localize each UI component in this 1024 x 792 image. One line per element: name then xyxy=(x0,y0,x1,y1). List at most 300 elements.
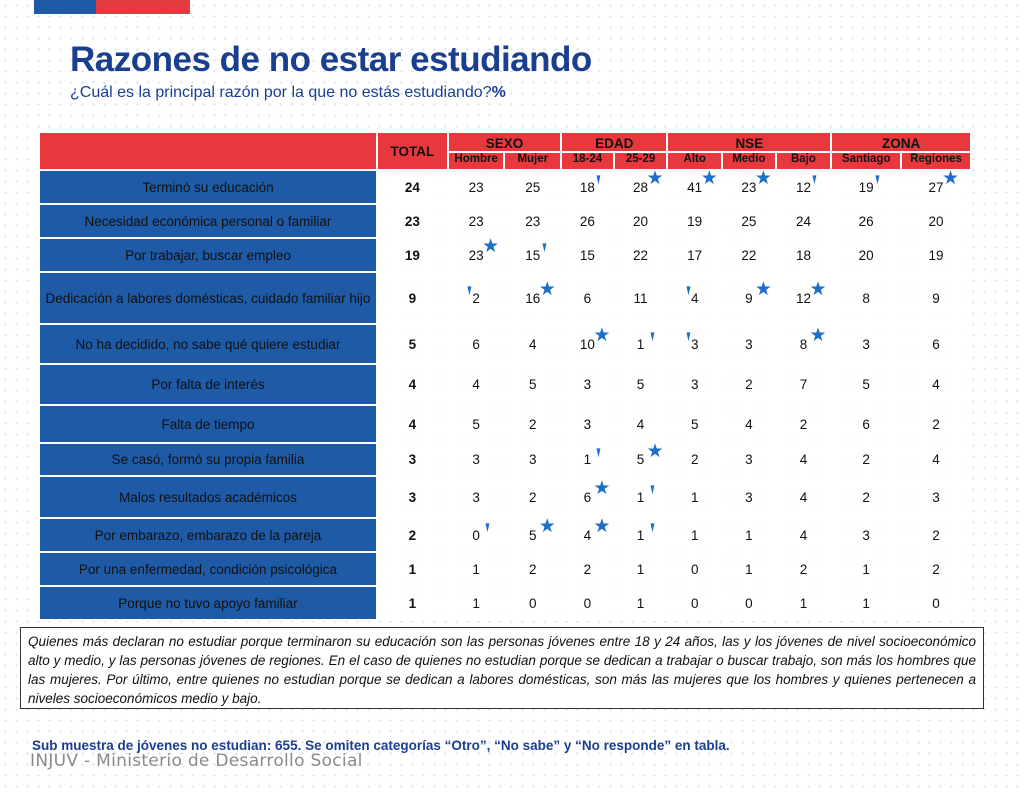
value-text: 0 xyxy=(932,595,940,611)
value-cell xyxy=(831,204,901,238)
total-cell: 1 xyxy=(377,586,448,620)
value-text: 5 xyxy=(529,377,537,392)
value-cell xyxy=(561,170,614,204)
value-cell xyxy=(831,518,901,552)
table-row xyxy=(39,443,971,476)
page-subtitle xyxy=(70,84,506,102)
value-cell xyxy=(504,170,561,204)
drop-icon: ▼ xyxy=(484,519,491,536)
value-text: 3 xyxy=(472,489,480,505)
value-text: 5 xyxy=(529,527,537,543)
value-text: 16 xyxy=(525,290,541,306)
value-text: 2 xyxy=(529,416,537,432)
value-cell xyxy=(722,405,776,443)
value-text: 19 xyxy=(858,179,874,195)
value-text: 18 xyxy=(579,179,595,195)
value-text: 20 xyxy=(928,213,944,229)
row-label: Porque no tuvo apoyo familiar xyxy=(39,586,377,620)
value-cell xyxy=(667,443,722,476)
value-text: 8 xyxy=(862,290,870,306)
value-text: 3 xyxy=(690,336,699,352)
value-text: 2 xyxy=(932,416,940,432)
value-cell xyxy=(776,324,832,364)
value-text: 0 xyxy=(745,595,753,611)
value-cell xyxy=(561,552,614,586)
value-cell xyxy=(667,324,722,364)
header-group-zona: ZONA xyxy=(831,132,971,152)
value-text: 17 xyxy=(687,247,703,263)
total-cell: 9 xyxy=(377,272,448,324)
value-cell xyxy=(561,476,614,518)
drop-icon: ▼ xyxy=(648,481,656,498)
value-cell xyxy=(448,170,505,204)
value-text: 4 xyxy=(583,527,592,543)
value-cell xyxy=(831,238,901,272)
table-row xyxy=(39,170,971,204)
value-cell xyxy=(448,518,505,552)
value-cell xyxy=(776,586,832,620)
value-text: 3 xyxy=(862,527,870,543)
value-cell xyxy=(901,204,971,238)
row-label: Por falta de interés xyxy=(39,364,377,405)
value-cell xyxy=(504,552,561,586)
value-cell xyxy=(561,204,614,238)
value-cell xyxy=(831,170,901,204)
value-text: 3 xyxy=(932,489,940,505)
value-cell xyxy=(722,324,776,364)
page-title: Razones de no estar estudiando xyxy=(70,40,592,79)
header-25-29: 25-29 xyxy=(614,152,668,170)
value-text: 2 xyxy=(862,452,870,467)
value-text: 1 xyxy=(472,595,480,611)
value-text: 1 xyxy=(472,561,480,577)
value-cell xyxy=(504,238,561,272)
value-text: 3 xyxy=(745,452,753,467)
value-cell xyxy=(901,405,971,443)
value-cell xyxy=(831,324,901,364)
value-cell xyxy=(901,170,971,204)
table-row xyxy=(39,476,971,518)
value-cell xyxy=(614,518,668,552)
star-icon: ★ xyxy=(593,325,611,346)
value-cell xyxy=(776,272,832,324)
table-row xyxy=(39,405,971,443)
value-text: 3 xyxy=(583,416,592,432)
value-text: 2 xyxy=(932,527,940,543)
table-row xyxy=(39,238,971,272)
value-cell xyxy=(448,476,505,518)
value-cell xyxy=(561,405,614,443)
table-row xyxy=(39,586,971,620)
header-medio: Medio xyxy=(722,152,776,170)
value-text: 0 xyxy=(583,595,592,611)
value-text: 26 xyxy=(858,213,874,229)
value-cell xyxy=(448,238,505,272)
row-label: Necesidad económica personal o familiar xyxy=(39,204,377,238)
value-text: 2 xyxy=(799,416,808,432)
value-text: 2 xyxy=(472,290,480,306)
drop-icon: ▼ xyxy=(874,171,881,188)
row-label: Por trabajar, buscar empleo xyxy=(39,238,377,272)
value-cell xyxy=(831,443,901,476)
drop-icon: ▼ xyxy=(648,519,656,536)
top-accent-bar xyxy=(34,0,190,14)
value-cell xyxy=(448,324,505,364)
value-text: 10 xyxy=(579,336,595,352)
value-text: 3 xyxy=(745,336,753,352)
total-cell: 3 xyxy=(377,443,448,476)
value-cell xyxy=(448,204,505,238)
value-text: 15 xyxy=(525,247,541,263)
value-cell xyxy=(722,272,776,324)
row-label: Por embarazo, embarazo de la pareja xyxy=(39,518,377,552)
value-text: 1 xyxy=(690,489,699,505)
value-cell xyxy=(614,364,668,405)
value-text: 22 xyxy=(633,247,649,263)
value-text: 2 xyxy=(799,561,808,577)
value-cell xyxy=(614,476,668,518)
value-cell xyxy=(831,272,901,324)
value-text: 19 xyxy=(687,213,703,229)
drop-icon: ▼ xyxy=(648,328,656,345)
value-cell xyxy=(561,518,614,552)
subtitle-percent: % xyxy=(491,84,506,101)
value-cell xyxy=(614,170,668,204)
total-cell: 23 xyxy=(377,204,448,238)
value-cell xyxy=(504,405,561,443)
value-cell xyxy=(448,443,505,476)
total-cell: 1 xyxy=(377,552,448,586)
star-icon: ★ xyxy=(754,168,772,189)
value-cell xyxy=(901,552,971,586)
value-text: 5 xyxy=(862,377,870,392)
total-cell: 2 xyxy=(377,518,448,552)
value-cell xyxy=(667,364,722,405)
value-cell xyxy=(831,476,901,518)
value-text: 4 xyxy=(932,452,940,467)
value-text: 26 xyxy=(579,213,595,229)
value-text: 0 xyxy=(690,595,699,611)
drop-icon: ▼ xyxy=(684,328,692,345)
value-cell xyxy=(722,204,776,238)
table-row xyxy=(39,204,971,238)
value-text: 11 xyxy=(633,290,648,306)
results-table xyxy=(38,131,972,621)
value-cell xyxy=(448,364,505,405)
value-text: 1 xyxy=(799,595,808,611)
value-text: 1 xyxy=(745,527,753,543)
value-cell xyxy=(667,518,722,552)
value-cell xyxy=(776,552,832,586)
value-cell xyxy=(614,238,668,272)
value-text: 2 xyxy=(529,489,537,505)
value-cell xyxy=(901,586,971,620)
value-cell xyxy=(667,476,722,518)
header-regiones: Regiones xyxy=(901,152,971,170)
total-cell: 4 xyxy=(377,405,448,443)
value-text: 1 xyxy=(636,527,645,543)
summary-note: Quienes más declaran no estudiar porque terminaron su educación son las personas jóvenes entre 18 y 24 años, las y los jóvenes de nivel socioeconómico alto y medio, y las personas jóvenes de regiones. En el caso de quienes no estudian porque se dedican a trabajar o buscar trabajo, son más los hombres que las mujeres. Por último, entre quienes no estudian porque se dedican a labores domésticas, son más las mujeres que los hombres y quienes pertenecen a niveles socioeconómicos medio y bajo. xyxy=(20,627,984,709)
header-bajo: Bajo xyxy=(776,152,832,170)
value-text: 1 xyxy=(862,561,870,577)
header-total: TOTAL xyxy=(377,132,448,170)
star-icon: ★ xyxy=(538,516,556,537)
value-cell xyxy=(831,552,901,586)
header-18-24: 18-24 xyxy=(561,152,614,170)
value-text: 25 xyxy=(741,213,757,229)
value-text: 1 xyxy=(636,336,645,352)
value-text: 4 xyxy=(799,489,808,505)
value-text: 4 xyxy=(745,416,753,432)
value-cell xyxy=(614,405,668,443)
value-cell xyxy=(776,238,832,272)
value-text: 22 xyxy=(741,247,757,263)
value-text: 20 xyxy=(633,213,649,229)
value-text: 2 xyxy=(932,561,940,577)
drop-icon: ▼ xyxy=(466,282,473,299)
value-cell xyxy=(667,405,722,443)
value-cell xyxy=(667,170,722,204)
value-text: 4 xyxy=(690,290,699,306)
header-group-edad: EDAD xyxy=(561,132,667,152)
value-text: 1 xyxy=(636,561,645,577)
value-text: 5 xyxy=(636,452,645,467)
value-text: 3 xyxy=(472,452,480,467)
value-cell xyxy=(614,204,668,238)
row-label: No ha decidido, no sabe qué quiere estudiar xyxy=(39,324,377,364)
value-text: 2 xyxy=(745,377,753,392)
row-label: Terminó su educación xyxy=(39,170,377,204)
value-text: 23 xyxy=(468,179,484,195)
value-text: 4 xyxy=(799,452,808,467)
table-row xyxy=(39,324,971,364)
value-text: 3 xyxy=(745,489,753,505)
star-icon: ★ xyxy=(754,279,772,300)
value-text: 15 xyxy=(579,247,595,263)
value-cell xyxy=(776,443,832,476)
value-cell xyxy=(561,324,614,364)
star-icon: ★ xyxy=(593,516,611,537)
value-cell xyxy=(667,552,722,586)
value-text: 3 xyxy=(529,452,537,467)
table-row xyxy=(39,552,971,586)
total-cell: 19 xyxy=(377,238,448,272)
value-cell xyxy=(561,272,614,324)
value-text: 4 xyxy=(799,527,808,543)
value-text: 1 xyxy=(745,561,753,577)
value-text: 8 xyxy=(799,336,808,352)
table-row xyxy=(39,518,971,552)
star-icon: ★ xyxy=(809,325,827,346)
row-label: Se casó, formó su propia familia xyxy=(39,443,377,476)
value-cell xyxy=(901,476,971,518)
value-text: 28 xyxy=(633,179,649,195)
drop-icon: ▼ xyxy=(595,443,603,461)
value-cell xyxy=(722,518,776,552)
value-cell xyxy=(667,272,722,324)
value-cell xyxy=(776,170,832,204)
value-cell xyxy=(831,364,901,405)
star-icon: ★ xyxy=(646,440,664,462)
value-cell xyxy=(448,272,505,324)
value-text: 3 xyxy=(862,336,870,352)
value-text: 4 xyxy=(636,416,645,432)
value-cell xyxy=(722,443,776,476)
value-text: 25 xyxy=(525,179,541,195)
header-mujer: Mujer xyxy=(504,152,561,170)
value-text: 41 xyxy=(687,179,703,195)
value-cell xyxy=(901,364,971,405)
value-cell xyxy=(901,324,971,364)
value-text: 1 xyxy=(690,527,699,543)
table-row xyxy=(39,272,971,324)
value-cell xyxy=(901,518,971,552)
value-text: 7 xyxy=(799,377,808,392)
value-cell xyxy=(667,238,722,272)
value-text: 23 xyxy=(468,247,484,263)
star-icon: ★ xyxy=(942,168,960,189)
drop-icon: ▼ xyxy=(540,239,548,256)
header-santiago: Santiago xyxy=(831,152,901,170)
value-text: 24 xyxy=(795,213,811,229)
value-text: 5 xyxy=(636,377,645,392)
value-cell xyxy=(614,272,668,324)
value-text: 23 xyxy=(525,213,541,229)
star-icon: ★ xyxy=(593,478,611,499)
total-cell: 3 xyxy=(377,476,448,518)
accent-red xyxy=(96,0,190,14)
star-icon: ★ xyxy=(482,236,500,257)
value-cell xyxy=(561,238,614,272)
value-cell xyxy=(776,405,832,443)
value-cell xyxy=(831,405,901,443)
value-text: 9 xyxy=(745,290,753,306)
header-group-nse: NSE xyxy=(667,132,831,152)
value-cell xyxy=(561,443,614,476)
header-hombre: Hombre xyxy=(448,152,505,170)
value-cell xyxy=(448,586,505,620)
value-text: 2 xyxy=(690,452,699,467)
drop-icon: ▼ xyxy=(595,171,603,188)
value-cell xyxy=(667,204,722,238)
value-text: 27 xyxy=(928,179,944,195)
star-icon: ★ xyxy=(538,279,556,300)
value-cell xyxy=(504,476,561,518)
value-text: 23 xyxy=(741,179,757,195)
value-text: 19 xyxy=(928,247,944,263)
subtitle-question: ¿Cuál es la principal razón por la que no estás estudiando? xyxy=(70,84,492,101)
value-cell xyxy=(448,405,505,443)
star-icon: ★ xyxy=(700,168,718,189)
value-text: 4 xyxy=(529,336,537,352)
header-group-sexo: SEXO xyxy=(448,132,561,152)
value-cell xyxy=(722,364,776,405)
row-label: Malos resultados académicos xyxy=(39,476,377,518)
value-text: 2 xyxy=(862,489,870,505)
value-cell xyxy=(614,586,668,620)
value-text: 4 xyxy=(932,377,940,392)
value-text: 6 xyxy=(583,489,592,505)
total-cell: 4 xyxy=(377,364,448,405)
header-alto: Alto xyxy=(667,152,722,170)
total-cell: 24 xyxy=(377,170,448,204)
value-cell xyxy=(504,443,561,476)
value-text: 0 xyxy=(529,595,537,611)
value-text: 1 xyxy=(636,595,645,611)
value-text: 6 xyxy=(583,290,592,306)
value-text: 2 xyxy=(583,561,592,577)
value-text: 2 xyxy=(529,561,537,577)
value-cell xyxy=(722,476,776,518)
accent-blue xyxy=(34,0,96,14)
value-cell xyxy=(901,443,971,476)
value-cell xyxy=(504,324,561,364)
value-text: 12 xyxy=(795,290,811,306)
value-cell xyxy=(504,586,561,620)
value-cell xyxy=(561,364,614,405)
value-text: 4 xyxy=(472,377,480,392)
value-cell xyxy=(504,204,561,238)
value-cell xyxy=(901,238,971,272)
value-cell xyxy=(776,204,832,238)
value-cell xyxy=(722,238,776,272)
value-text: 6 xyxy=(862,416,870,432)
value-text: 3 xyxy=(583,377,592,392)
table-row xyxy=(39,364,971,405)
value-text: 5 xyxy=(472,416,480,432)
value-cell xyxy=(504,272,561,324)
value-text: 18 xyxy=(795,247,811,263)
star-icon: ★ xyxy=(809,279,827,300)
value-text: 6 xyxy=(472,336,480,352)
value-cell xyxy=(722,586,776,620)
total-cell: 5 xyxy=(377,324,448,364)
value-cell xyxy=(831,586,901,620)
value-text: 23 xyxy=(468,213,484,229)
sample-footnote: Sub muestra de jóvenes no estudian: 655. Se omiten categorías “Otro”, “No sabe” y “No responde” en tabla. xyxy=(32,738,730,753)
value-cell xyxy=(448,552,505,586)
row-label: Por una enfermedad, condición psicológica xyxy=(39,552,377,586)
value-cell xyxy=(614,440,668,476)
value-cell xyxy=(667,586,722,620)
value-text: 12 xyxy=(795,179,811,195)
ministry-logo-text: INJUV - Ministerio de Desarrollo Social xyxy=(30,751,363,771)
drop-icon: ▼ xyxy=(684,282,692,299)
value-cell xyxy=(504,364,561,405)
value-cell xyxy=(776,518,832,552)
value-cell xyxy=(722,170,776,204)
star-icon: ★ xyxy=(646,168,664,189)
value-text: 20 xyxy=(858,247,874,263)
value-text: 0 xyxy=(690,561,699,577)
value-cell xyxy=(504,518,561,552)
value-text: 1 xyxy=(636,489,645,505)
table-body xyxy=(39,170,971,620)
value-cell xyxy=(776,476,832,518)
value-text: 9 xyxy=(932,290,940,306)
value-text: 1 xyxy=(583,452,592,467)
value-cell xyxy=(776,364,832,405)
row-label: Falta de tiempo xyxy=(39,405,377,443)
value-cell xyxy=(561,586,614,620)
value-text: 5 xyxy=(690,416,699,432)
drop-icon: ▼ xyxy=(811,171,819,188)
value-cell xyxy=(614,324,668,364)
value-cell xyxy=(722,552,776,586)
value-cell xyxy=(614,552,668,586)
value-text: 6 xyxy=(932,336,940,352)
value-text: 3 xyxy=(690,377,699,392)
